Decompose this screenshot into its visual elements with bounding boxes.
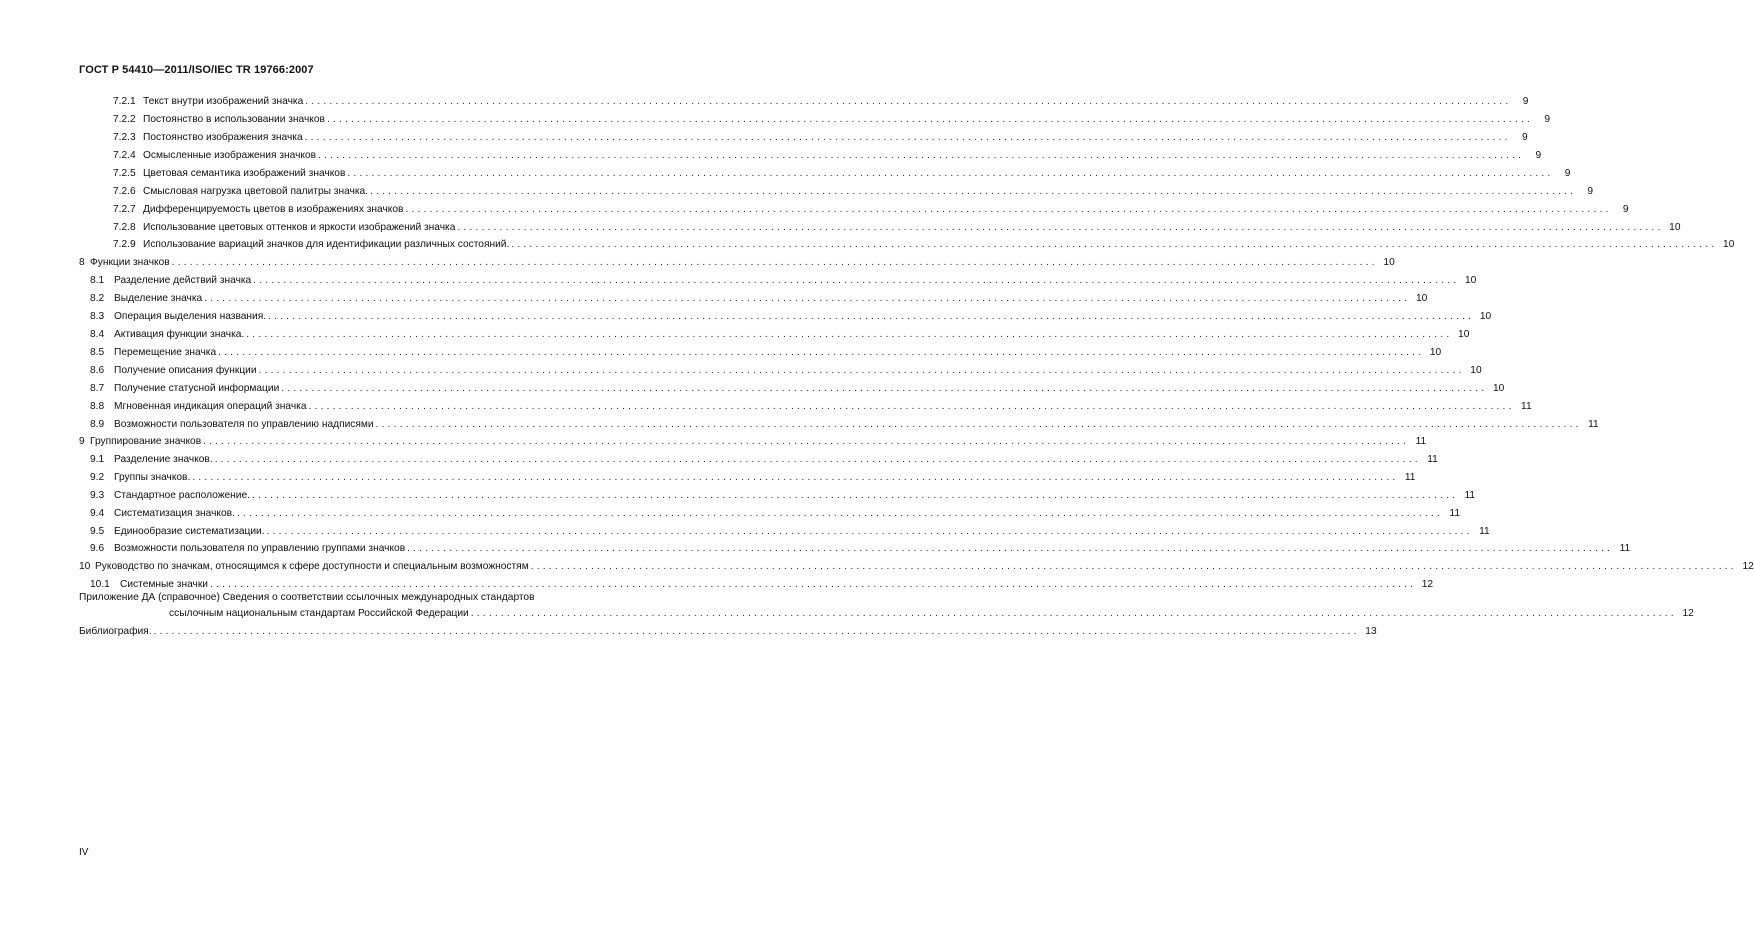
toc-leader: ........................................................................................................................................................................................................ [214, 454, 1421, 465]
toc-entry-page: 10 [1723, 239, 1735, 250]
toc-entry-title: Дифференцируемость цветов в изображениях значков [143, 204, 404, 215]
toc-entry-page: 9 [1622, 204, 1629, 215]
toc-entry-title: Систематизация значков. [114, 508, 235, 519]
toc-entry-page: 9 [1535, 150, 1542, 161]
toc-entry[interactable] [113, 112, 1551, 126]
toc-entry-page: 11 [1404, 472, 1416, 483]
toc-entry-number: 10.1 [90, 579, 110, 590]
toc-entry-number: 8.4 [90, 329, 105, 340]
toc-entry-title: Разделение значков. [114, 454, 213, 465]
toc-entry-number: 8.9 [90, 419, 105, 430]
toc-entry-page: 11 [1521, 401, 1532, 412]
toc-entry[interactable] [90, 524, 1490, 538]
toc-entry-title: Получение статусной информации [114, 383, 280, 394]
toc-entry[interactable] [90, 381, 1505, 395]
toc-entry-page: 10 [1479, 311, 1492, 322]
toc-entry-title: Единообразие систематизации. [114, 526, 265, 537]
toc-leader: ........................................................................................................................................................................................................ [304, 132, 1511, 143]
toc-entry[interactable] [113, 94, 1529, 108]
toc-entry-number: 9.6 [90, 543, 105, 554]
toc-entry-title: Стандартное расположение. [114, 490, 250, 501]
toc-leader: ........................................................................................................................................................................................................ [204, 293, 1411, 304]
toc-entry-number: 7.2.6 [113, 186, 136, 197]
toc-leader: ........................................................................................................................................................................................................ [252, 490, 1459, 501]
toc-entry-title: Получение описания функции [114, 365, 257, 376]
toc-entry-number: 8.5 [90, 347, 105, 358]
toc-entry-title: Постоянство в использовании значков [143, 114, 325, 125]
toc-entry-page: 11 [1449, 508, 1460, 519]
toc-leader: ........................................................................................................................................................................................................ [318, 150, 1525, 161]
toc-entry-title: Активация функции значка. [114, 329, 245, 340]
toc-entry[interactable] [90, 345, 1442, 359]
toc-entry-title: Системные значки [120, 579, 209, 590]
toc-entry-page: 9 [1522, 96, 1529, 107]
toc-entry-page: 9 [1587, 186, 1594, 197]
toc-entry-page: 10 [1470, 365, 1482, 376]
toc-entry-title: Цветовая семантика изображений значков [143, 168, 346, 179]
toc-entry[interactable] [90, 273, 1477, 287]
toc-entry[interactable] [90, 309, 1492, 323]
toc-entry-page: 11 [1464, 490, 1476, 501]
toc-entry-page: 9 [1564, 168, 1571, 179]
toc-leader: ........................................................................................................................................................................................................ [246, 329, 1453, 340]
toc-leader: ........................................................................................................................................................................................................ [266, 526, 1473, 537]
toc-entry-title: Возможности пользователя по управлению надписями [114, 419, 374, 430]
toc-entry-number: 8.2 [90, 293, 105, 304]
toc-entry-page: 12 [1421, 579, 1434, 590]
page-number: IV [79, 847, 89, 858]
toc-entry[interactable] [90, 488, 1476, 502]
toc-entry-title: Группы значков. [114, 472, 191, 483]
toc-annex-title-line1[interactable]: Приложение ДА (справочное) Сведения о соответствии ссылочных международных стандартов [79, 592, 535, 603]
toc-entry-title: Постоянство изображения значка [143, 132, 303, 143]
toc-leader: ........................................................................................................................................................................................................ [470, 608, 1677, 619]
toc-leader: ........................................................................................................................................................................................................ [281, 383, 1488, 394]
toc-entry[interactable] [90, 363, 1482, 377]
toc-entry[interactable] [113, 148, 1542, 162]
toc-leader: ........................................................................................................................................................................................................ [153, 626, 1360, 637]
toc-entry-page: 10 [1415, 293, 1428, 304]
toc-entry-number: 7.2.8 [113, 222, 136, 233]
toc-annex[interactable] [169, 606, 1694, 620]
toc-entry-number: 9.1 [90, 454, 105, 465]
toc-entry-number: 9.5 [90, 526, 105, 537]
toc-entry-number: 8.3 [90, 311, 105, 322]
toc-entry-number: 7.2.3 [113, 132, 136, 143]
toc-entry-number: 9.2 [90, 472, 105, 483]
toc-section[interactable] [79, 434, 1427, 448]
toc-entry-number: 8.1 [90, 275, 105, 286]
toc-entry[interactable] [113, 184, 1594, 198]
toc-leader: ........................................................................................................................................................................................................ [236, 508, 1443, 519]
toc-entry-number: 8.7 [90, 383, 105, 394]
toc-leader: ........................................................................................................................................................................................................ [347, 168, 1554, 179]
toc-entry-number: 7.2.5 [113, 168, 136, 179]
toc-leader: ........................................................................................................................................................................................................ [308, 401, 1515, 412]
toc-entry-title: Смысловая нагрузка цветовой палитры значка. [143, 186, 368, 197]
toc-leader: ........................................................................................................................................................................................................ [326, 114, 1534, 125]
toc-entry-page: 10 [1464, 275, 1477, 286]
toc-leader: ........................................................................................................................................................................................................ [375, 419, 1582, 430]
toc-entry-title: Мгновенная индикация операций значка [114, 401, 307, 412]
toc-entry-title: Функции значков [90, 257, 170, 268]
toc-entry[interactable] [113, 220, 1681, 234]
toc-entry-page: 10 [1429, 347, 1442, 358]
toc-entry-number: 7.2.1 [113, 96, 136, 107]
toc-leader: ........................................................................................................................................................................................................ [192, 472, 1399, 483]
toc-entry[interactable] [90, 541, 1631, 555]
toc-entry-number: 9.4 [90, 508, 105, 519]
toc-entry-title: Выделение значка [114, 293, 203, 304]
toc-section[interactable] [79, 559, 1754, 573]
toc-leader: ........................................................................................................................................................................................................ [253, 275, 1460, 286]
toc-section[interactable] [79, 255, 1395, 269]
toc-entry-page: 11 [1619, 543, 1631, 554]
toc-leader: ........................................................................................................................................................................................................ [511, 239, 1718, 250]
toc-entry[interactable] [113, 202, 1629, 216]
toc-entry-title: Использование вариаций значков для идентификации различных состояний. [143, 239, 510, 250]
toc-entry[interactable] [90, 417, 1599, 431]
toc-leader: ........................................................................................................................................................................................................ [218, 347, 1425, 358]
toc-entry-number: 9.3 [90, 490, 105, 501]
toc-entry-title: Текст внутри изображений значка [143, 96, 304, 107]
toc-entry-title: Операция выделения названия. [114, 311, 267, 322]
toc-entry-number: 9 [79, 436, 85, 447]
toc-entry-page: 11 [1415, 436, 1427, 447]
toc-entry-title: Библиография. [79, 626, 152, 637]
toc-entry-page: 10 [1458, 329, 1470, 340]
toc-bibliography[interactable] [79, 624, 1377, 638]
toc-entry-title: Разделение действий значка [114, 275, 252, 286]
toc-entry-number: 7.2.9 [113, 239, 136, 250]
toc-entry[interactable] [113, 166, 1571, 180]
toc-leader: ........................................................................................................................................................................................................ [407, 543, 1614, 554]
toc-entry-number: 7.2.7 [113, 204, 136, 215]
toc-annex-title-line2: ссылочным национальным стандартам Российской Федерации [169, 608, 469, 619]
toc-entry-number: 7.2.2 [113, 114, 136, 125]
toc-entry[interactable] [113, 237, 1735, 251]
toc-entry-title: Осмысленные изображения значков [143, 150, 317, 161]
toc-entry-page: 10 [1669, 222, 1681, 233]
toc-entry-number: 8.6 [90, 365, 105, 376]
toc-entry-number: 8.8 [90, 401, 105, 412]
toc-leader: ........................................................................................................................................................................................................ [258, 365, 1465, 376]
toc-entry-page: 11 [1479, 526, 1490, 537]
toc-leader: ........................................................................................................................................................................................................ [305, 96, 1512, 107]
toc-entry-page: 10 [1493, 383, 1505, 394]
toc-leader: ........................................................................................................................................................................................................ [370, 186, 1577, 197]
toc-entry-number: 7.2.4 [113, 150, 136, 161]
toc-entry[interactable] [90, 577, 1434, 591]
toc-leader: ........................................................................................................................................................................................................ [405, 204, 1612, 215]
toc-entry-page: 11 [1427, 454, 1438, 465]
toc-leader: ........................................................................................................................................................................................................ [457, 222, 1664, 233]
toc-entry[interactable] [90, 470, 1416, 484]
toc-entry-title: Перемещение значка [114, 347, 217, 358]
toc-leader: ........................................................................................................................................................................................................ [530, 561, 1737, 572]
toc-leader: ........................................................................................................................................................................................................ [210, 579, 1417, 590]
toc-entry[interactable] [90, 291, 1428, 305]
toc-entry-number: 8 [79, 257, 85, 268]
toc-entry-title: Руководство по значкам, относящимся к сфере доступности и специальным возможностям [95, 561, 529, 572]
toc-entry-page: 9 [1544, 114, 1551, 125]
toc-entry[interactable] [90, 506, 1460, 520]
toc-leader: ........................................................................................................................................................................................................ [203, 436, 1410, 447]
toc-entry-page: 12 [1742, 561, 1754, 572]
document-header: ГОСТ Р 54410—2011/ISO/IEC TR 19766:2007 [79, 64, 314, 76]
toc-entry-title: Группирование значков [90, 436, 202, 447]
toc-entry-page: 13 [1365, 626, 1377, 637]
toc-entry-page: 12 [1682, 608, 1694, 619]
toc-leader: ........................................................................................................................................................................................................ [171, 257, 1378, 268]
toc-entry-page: 11 [1588, 419, 1599, 430]
toc-entry-number: 10 [79, 561, 91, 572]
toc-entry-page: 10 [1383, 257, 1395, 268]
toc-entry[interactable] [90, 327, 1470, 341]
toc-entry-page: 9 [1522, 132, 1528, 143]
toc-entry-title: Возможности пользователя по управлению группами значков [114, 543, 406, 554]
toc-leader: ........................................................................................................................................................................................................ [268, 311, 1475, 322]
toc-entry[interactable] [90, 452, 1438, 466]
toc-entry[interactable] [113, 130, 1528, 144]
toc-entry-title: Использование цветовых оттенков и яркости изображений значка [143, 222, 456, 233]
toc-entry[interactable] [90, 399, 1532, 413]
